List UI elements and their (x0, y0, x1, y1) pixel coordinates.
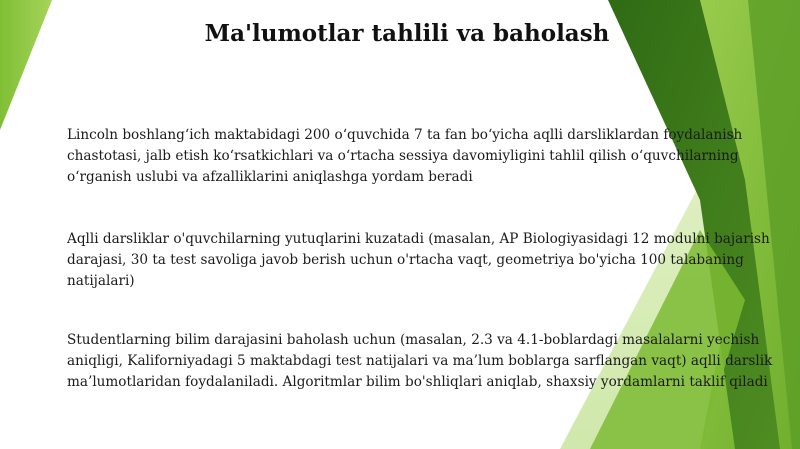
paragraph-usage-analysis: Lincoln boshlang‘ich maktabidagi 200 o‘quvchida 7 ta fan bo‘yicha aqlli darsliklardan foydalanish chastotasi, jalb etish ko‘rsatkichlari va o‘rtacha sessiya davomiyligini tahlil qilish o‘quvchilarning o‘rganish uslubi va afzalliklarini aniqlashga yordam beradi (67, 127, 743, 185)
slide-title: Ma'lumotlar tahlili va baholash (204, 20, 610, 47)
paragraph-knowledge-assessment: Studentlarning bilim darajasini baholash uchun (masalan, 2.3 va 4.1-boblardagi masalalarni yechish aniqligi, Kaliforniyadagi 5 maktabdagi test natijalari va ma’lum boblarga sarflangan vaqt) aqlli darslik ma’lumotlaridan foydalaniladi. Algoritmlar bilim bo'shliqlari aniqlab, shaxsiy yordamlarni taklif qiladi (67, 332, 773, 390)
paragraph-progress-tracking: Aqlli darsliklar o'quvchilarning yutuqlarini kuzatadi (masalan, AP Biologiyasidagi 12 modulni bajarish darajasi, 30 ta test savoliga javob berish uchun o'rtacha vaqt, geometriya bo'yicha 100 talabaning natijalari) (67, 231, 770, 289)
